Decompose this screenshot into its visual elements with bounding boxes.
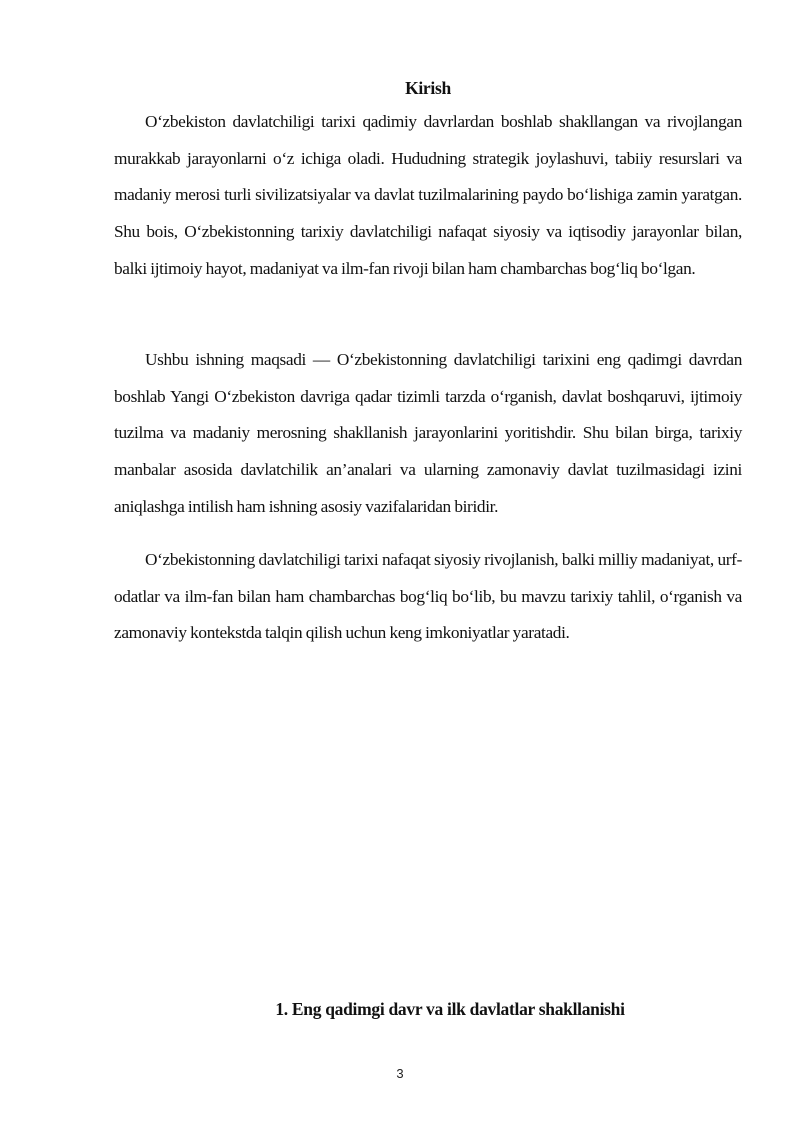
- intro-paragraph-3: O‘zbekistonning davlatchiligi tarixi nafaqat siyosiy rivojlanish, balki milliy madaniyat, urf-odatlar va ilm-fan bilan ham chambarchas bog‘liq bo‘lib, bu mavzu tarixiy tahlil, o‘rganish va zamonaviy kontekstda talqin qilish uchun keng imkoniyatlar yaratadi.: [114, 550, 742, 643]
- section-heading-kirish: Kirish: [405, 78, 451, 98]
- intro-paragraph-1: O‘zbekiston davlatchiligi tarixi qadimiy davrlardan boshlab shakllangan va rivojlangan murakkab jarayonlarni o‘z ichiga oladi. Hududning strategik joylashuvi, tabiiy resurslari va madaniy merosi turli sivilizatsiyalar va davlat tuzilmalarining paydo bo‘lishiga zamin yaratgan. Shu bois, O‘zbekistonning tarixiy davlatchiligi nafaqat siyosiy va iqtisodiy jarayonlar bilan, balki ijtimoiy hayot, madaniyat va ilm-fan rivoji bilan ham chambarchas bog‘liq bo‘lgan.: [114, 112, 742, 278]
- intro-paragraph-2: Ushbu ishning maqsadi — O‘zbekistonning davlatchiligi tarixini eng qadimgi davrdan boshlab Yangi O‘zbekiston davriga qadar tizimli tarzda o‘rganish, davlat boshqaruvi, ijtimoiy tuzilma va madaniy merosning shakllanish jarayonlarini yoritishdir. Shu bilan birga, tarixiy manbalar asosida davlatchilik an’analari va ularning zamonaviy davlat tuzilmasidagi izini aniqlashga intilish ham ishning asosiy vazifalaridan biridir.: [114, 350, 742, 516]
- chapter-heading: 1. Eng qadimgi davr va ilk davlatlar shakllanishi: [275, 999, 625, 1019]
- page-number: 3: [396, 1066, 404, 1081]
